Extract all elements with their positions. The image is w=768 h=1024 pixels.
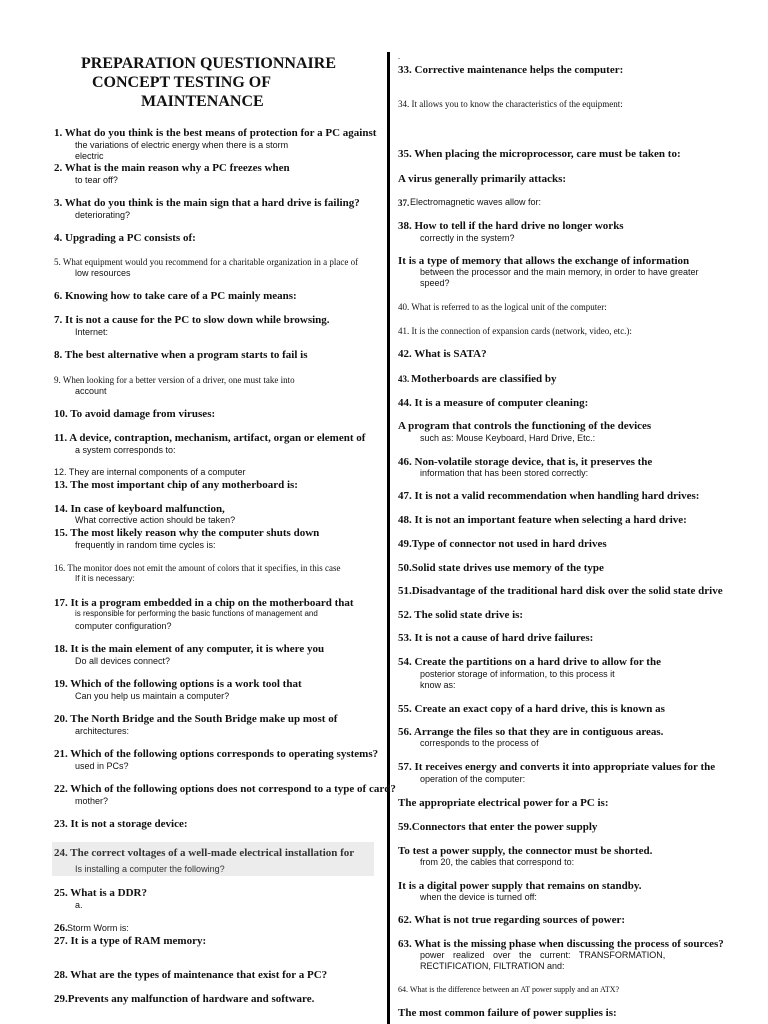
question-42: 42. What is SATA? [398, 348, 487, 360]
question-47: 47. It is not a valid recommendation when handling hard drives: [398, 490, 700, 502]
question-26: 26. [54, 922, 68, 934]
question-51: 51.Disadvantage of the traditional hard disk over the solid state drive [398, 585, 723, 597]
question-49: 49.Type of connector not used in hard drives [398, 538, 607, 550]
column-divider [387, 52, 390, 1024]
question-25-option-a: a. [75, 900, 83, 910]
question-10: 10. To avoid damage from viruses: [54, 408, 216, 420]
question-5: 5. What equipment would you recommend for a charitable organization in a place of [54, 257, 359, 267]
question-48: 48. It is not an important feature when selecting a hard drive: [398, 514, 687, 526]
question-36: A virus generally primarily attacks: [398, 173, 567, 185]
question-64: 64. What is the difference between an AT power supply and an ATX? [398, 985, 620, 994]
document-title-line-3: MAINTENANCE [141, 93, 264, 110]
question-44: 44. It is a measure of computer cleaning: [398, 397, 589, 409]
question-34: 34. It allows you to know the characteristics of the equipment: [398, 99, 623, 109]
question-46: 46. Non-volatile storage device, that is, it preserves the [398, 456, 653, 468]
question-60-continuation: from 20, the cables that correspond to: [420, 857, 575, 867]
question-61-continuation: when the device is turned off: [420, 892, 537, 902]
question-63-continuation: power realized over the current: TRANSFORMATION, [420, 950, 666, 960]
question-60: To test a power supply, the connector must be shorted. [398, 845, 653, 857]
question-54-continuation: know as: [420, 680, 456, 690]
question-52: 52. The solid state drive is: [398, 609, 524, 621]
question-28: 28. What are the types of maintenance that exist for a PC? [54, 969, 328, 981]
question-29: 29.Prevents any malfunction of hardware and software. [54, 993, 315, 1005]
question-4: 4. Upgrading a PC consists of: [54, 232, 196, 244]
question-15-continuation: frequently in random time cycles is: [75, 540, 216, 550]
question-12: 12. They are internal components of a computer [54, 467, 246, 477]
question-54-continuation: posterior storage of information, to this process it [420, 669, 615, 679]
question-14: 14. In case of keyboard malfunction, [54, 503, 225, 515]
question-1-continuation: the variations of electric energy when there is a storm [75, 140, 289, 150]
question-16-continuation: If it is necessary: [75, 574, 135, 583]
question-54: 54. Create the partitions on a hard drive to allow for the [398, 656, 661, 668]
question-26-text: Storm Worm is: [67, 923, 129, 933]
question-39: It is a type of memory that allows the exchange of information [398, 255, 690, 267]
question-24: 24. The correct voltages of a well-made electrical installation for [54, 847, 355, 859]
question-59: 59.Connectors that enter the power supply [398, 821, 598, 833]
question-38-continuation: correctly in the system? [420, 233, 515, 243]
question-1: 1. What do you think is the best means of protection for a PC against [54, 127, 377, 139]
question-63-continuation: RECTIFICATION, FILTRATION and: [420, 961, 565, 971]
question-37: 37. [398, 198, 410, 208]
document-title-line-2: CONCEPT TESTING OF [92, 74, 272, 91]
question-55: 55. Create an exact copy of a hard drive, this is known as [398, 703, 665, 715]
question-57: 57. It receives energy and converts it into appropriate values for the [398, 761, 716, 773]
question-61: It is a digital power supply that remains on standby. [398, 880, 642, 892]
question-58: The appropriate electrical power for a PC is: [398, 797, 609, 809]
question-9: 9. When looking for a better version of a driver, one must take into [54, 375, 295, 385]
question-65: The most common failure of power supplies is: [398, 1007, 617, 1019]
question-11-continuation: a system corresponds to: [75, 445, 176, 455]
question-33: 33. Corrective maintenance helps the computer: [398, 64, 624, 76]
question-45-continuation: such as: Mouse Keyboard, Hard Drive, Etc.: [420, 433, 596, 443]
question-43: 43. [398, 374, 410, 384]
question-50: 50.Solid state drives use memory of the type [398, 562, 604, 574]
question-19: 19. Which of the following options is a work tool that [54, 678, 302, 690]
question-1-continuation: electric [75, 151, 104, 161]
question-20: 20. The North Bridge and the South Bridge make up most of [54, 713, 338, 725]
question-13: 13. The most important chip of any motherboard is: [54, 479, 298, 491]
question-5-continuation: low resources [75, 268, 131, 278]
question-15: 15. The most likely reason why the computer shuts down [54, 527, 320, 539]
question-7: 7. It is not a cause for the PC to slow down while browsing. [54, 314, 330, 326]
question-7-continuation: Internet: [75, 327, 109, 337]
question-62: 62. What is not true regarding sources of power: [398, 914, 626, 926]
question-19-continuation: Can you help us maintain a computer? [75, 691, 230, 701]
question-37-text: Electromagnetic waves allow for: [410, 197, 542, 207]
question-63: 63. What is the missing phase when discussing the process of sources? [398, 938, 724, 950]
question-45: A program that controls the functioning of the devices [398, 420, 652, 432]
question-2-continuation: to tear off? [75, 175, 118, 185]
question-3-continuation: deteriorating? [75, 210, 131, 220]
question-46-continuation: information that has been stored correctly: [420, 468, 589, 478]
question-56-continuation: corresponds to the process of [420, 738, 539, 748]
question-35: 35. When placing the microprocessor, care must be taken to: [398, 148, 681, 160]
question-9-continuation: account [75, 386, 107, 396]
question-21-continuation: used in PCs? [75, 761, 129, 771]
scan-mark: . [398, 52, 400, 61]
question-17-continuation: is responsible for performing the basic functions of management and [75, 609, 318, 618]
question-17-continuation: computer configuration? [75, 621, 172, 631]
question-14-continuation: What corrective action should be taken? [75, 515, 236, 525]
question-8: 8. The best alternative when a program starts to fail is [54, 349, 308, 361]
question-21: 21. Which of the following options corresponds to operating systems? [54, 748, 379, 760]
question-20-continuation: architectures: [75, 726, 130, 736]
question-18-continuation: Do all devices connect? [75, 656, 171, 666]
question-39-continuation: speed? [420, 278, 450, 288]
question-57-continuation: operation of the computer: [420, 774, 526, 784]
question-23: 23. It is not a storage device: [54, 818, 188, 830]
question-41: 41. It is the connection of expansion cards (network, video, etc.): [398, 326, 632, 336]
question-11: 11. A device, contraption, mechanism, artifact, organ or element of [54, 432, 366, 444]
question-56: 56. Arrange the files so that they are in contiguous areas. [398, 726, 664, 738]
question-40: 40. What is referred to as the logical unit of the computer: [398, 302, 607, 312]
question-6: 6. Knowing how to take care of a PC mainly means: [54, 290, 297, 302]
question-43-text: Motherboards are classified by [411, 373, 557, 385]
question-16: 16. The monitor does not emit the amount of colors that it specifies, in this case [54, 563, 341, 573]
question-25: 25. What is a DDR? [54, 887, 148, 899]
question-22-continuation: mother? [75, 796, 109, 806]
question-39-continuation: between the processor and the main memory, in order to have greater [420, 267, 699, 277]
question-22: 22. Which of the following options does not correspond to a type of card? [54, 783, 396, 795]
question-53: 53. It is not a cause of hard drive failures: [398, 632, 594, 644]
question-24-continuation: Is installing a computer the following? [75, 864, 225, 874]
question-27: 27. It is a type of RAM memory: [54, 935, 207, 947]
question-3: 3. What do you think is the main sign that a hard drive is failing? [54, 197, 360, 209]
question-38: 38. How to tell if the hard drive no longer works [398, 220, 624, 232]
question-2: 2. What is the main reason why a PC freezes when [54, 162, 290, 174]
document-title-line-1: PREPARATION QUESTIONNAIRE [81, 55, 336, 72]
question-18: 18. It is the main element of any computer, it is where you [54, 643, 325, 655]
question-17: 17. It is a program embedded in a chip on the motherboard that [54, 597, 354, 609]
